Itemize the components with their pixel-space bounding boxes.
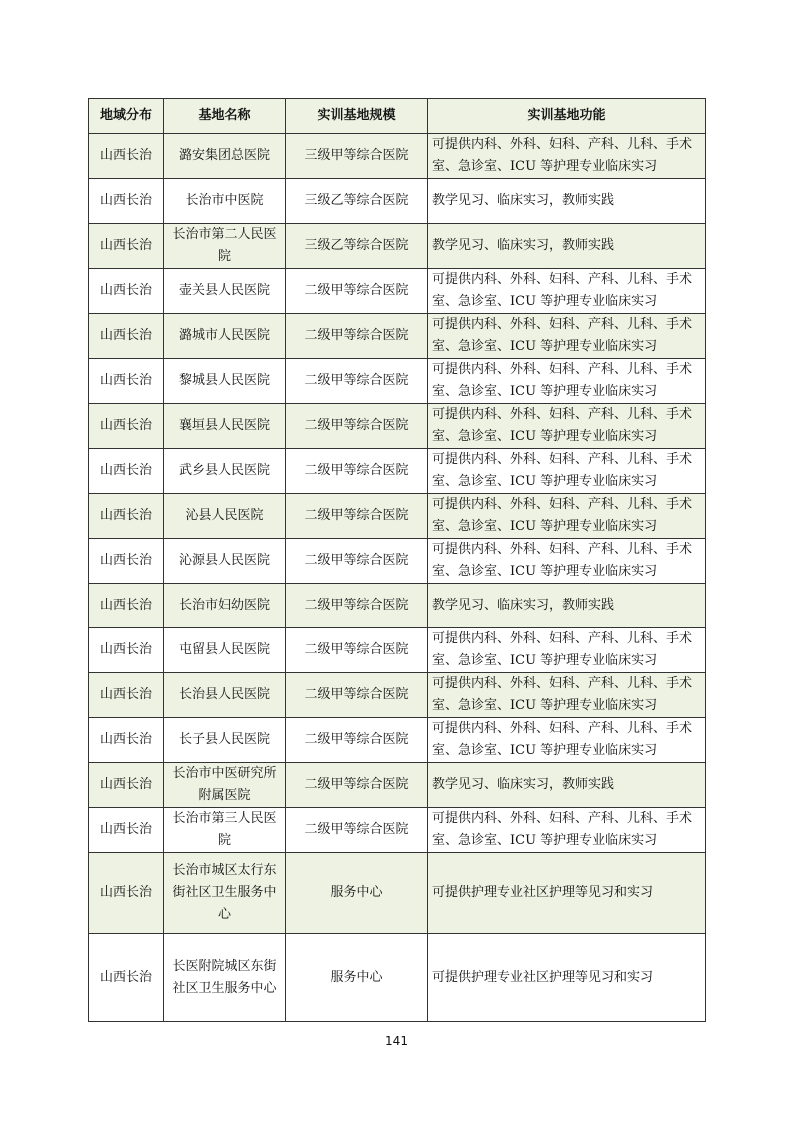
cell-region: 山西长治 (89, 404, 164, 449)
cell-base-scale: 三级甲等综合医院 (286, 134, 428, 179)
page-number: 141 (385, 1034, 408, 1048)
cell-base-function: 教学见习、临床实习，教师实践 (428, 224, 706, 269)
cell-base-function: 可提供内科、外科、妇科、产科、儿科、手术室、急诊室、ICU 等护理专业临床实习 (428, 539, 706, 584)
cell-base-name: 潞安集团总医院 (164, 134, 286, 179)
table-header-row (89, 99, 706, 134)
cell-base-name: 潞城市人民医院 (164, 314, 286, 359)
cell-base-function: 可提供内科、外科、妇科、产科、儿科、手术室、急诊室、ICU 等护理专业临床实习 (428, 673, 706, 718)
cell-region: 山西长治 (89, 134, 164, 179)
header-base-name: 基地名称 (164, 99, 286, 134)
cell-base-function: 可提供护理专业社区护理等见习和实习 (428, 853, 706, 934)
cell-base-name: 长治市妇幼医院 (164, 584, 286, 628)
table-row (89, 404, 706, 449)
table-row (89, 224, 706, 269)
cell-base-scale: 二级甲等综合医院 (286, 718, 428, 763)
table-body (89, 134, 706, 1022)
cell-base-function: 可提供内科、外科、妇科、产科、儿科、手术室、急诊室、ICU 等护理专业临床实习 (428, 269, 706, 314)
cell-region: 山西长治 (89, 539, 164, 584)
cell-region: 山西长治 (89, 314, 164, 359)
cell-base-name: 长治市中医院 (164, 179, 286, 224)
cell-region: 山西长治 (89, 718, 164, 763)
cell-region: 山西长治 (89, 224, 164, 269)
table-row (89, 134, 706, 179)
cell-base-function: 可提供内科、外科、妇科、产科、儿科、手术室、急诊室、ICU 等护理专业临床实习 (428, 359, 706, 404)
header-base-function: 实训基地功能 (428, 99, 706, 134)
cell-base-name: 襄垣县人民医院 (164, 404, 286, 449)
cell-base-function: 可提供内科、外科、妇科、产科、儿科、手术室、急诊室、ICU 等护理专业临床实习 (428, 628, 706, 673)
cell-base-scale: 二级甲等综合医院 (286, 673, 428, 718)
cell-base-function: 可提供内科、外科、妇科、产科、儿科、手术室、急诊室、ICU 等护理专业临床实习 (428, 314, 706, 359)
cell-base-name: 武乡县人民医院 (164, 449, 286, 494)
training-base-table (88, 98, 706, 1022)
table-row (89, 934, 706, 1022)
cell-base-scale: 服务中心 (286, 934, 428, 1022)
table-row (89, 584, 706, 628)
cell-base-scale: 二级甲等综合医院 (286, 808, 428, 853)
cell-base-scale: 二级甲等综合医院 (286, 628, 428, 673)
table-row (89, 359, 706, 404)
header-region: 地域分布 (89, 99, 164, 134)
cell-base-function: 可提供护理专业社区护理等见习和实习 (428, 934, 706, 1022)
cell-base-function: 可提供内科、外科、妇科、产科、儿科、手术室、急诊室、ICU 等护理专业临床实习 (428, 449, 706, 494)
table-row (89, 179, 706, 224)
cell-region: 山西长治 (89, 628, 164, 673)
table-row (89, 853, 706, 934)
table-row (89, 763, 706, 808)
cell-base-name: 长医附院城区东街社区卫生服务中心 (164, 934, 286, 1022)
cell-region: 山西长治 (89, 269, 164, 314)
cell-region: 山西长治 (89, 359, 164, 404)
cell-region: 山西长治 (89, 934, 164, 1022)
cell-region: 山西长治 (89, 763, 164, 808)
cell-region: 山西长治 (89, 494, 164, 539)
cell-base-scale: 二级甲等综合医院 (286, 494, 428, 539)
cell-base-function: 教学见习、临床实习，教师实践 (428, 763, 706, 808)
cell-base-scale: 二级甲等综合医院 (286, 404, 428, 449)
cell-base-name: 沁县人民医院 (164, 494, 286, 539)
cell-base-name: 长治市第二人民医院 (164, 224, 286, 269)
table-row (89, 314, 706, 359)
cell-base-name: 屯留县人民医院 (164, 628, 286, 673)
cell-base-name: 长治县人民医院 (164, 673, 286, 718)
cell-base-function: 教学见习、临床实习，教师实践 (428, 179, 706, 224)
cell-base-function: 可提供内科、外科、妇科、产科、儿科、手术室、急诊室、ICU 等护理专业临床实习 (428, 808, 706, 853)
cell-base-scale: 三级乙等综合医院 (286, 224, 428, 269)
cell-base-scale: 二级甲等综合医院 (286, 269, 428, 314)
cell-region: 山西长治 (89, 853, 164, 934)
cell-base-function: 可提供内科、外科、妇科、产科、儿科、手术室、急诊室、ICU 等护理专业临床实习 (428, 404, 706, 449)
cell-base-name: 长子县人民医院 (164, 718, 286, 763)
table-row (89, 539, 706, 584)
cell-base-function: 可提供内科、外科、妇科、产科、儿科、手术室、急诊室、ICU 等护理专业临床实习 (428, 494, 706, 539)
table-row (89, 628, 706, 673)
cell-base-function: 可提供内科、外科、妇科、产科、儿科、手术室、急诊室、ICU 等护理专业临床实习 (428, 134, 706, 179)
cell-base-name: 黎城县人民医院 (164, 359, 286, 404)
cell-region: 山西长治 (89, 584, 164, 628)
cell-region: 山西长治 (89, 808, 164, 853)
cell-base-name: 壶关县人民医院 (164, 269, 286, 314)
table-row (89, 718, 706, 763)
table-row (89, 494, 706, 539)
table-row (89, 269, 706, 314)
cell-base-scale: 二级甲等综合医院 (286, 449, 428, 494)
cell-base-scale: 三级乙等综合医院 (286, 179, 428, 224)
cell-base-function: 教学见习、临床实习，教师实践 (428, 584, 706, 628)
cell-base-name: 沁源县人民医院 (164, 539, 286, 584)
cell-base-name: 长治市城区太行东街社区卫生服务中心 (164, 853, 286, 934)
table-row (89, 449, 706, 494)
cell-base-scale: 二级甲等综合医院 (286, 763, 428, 808)
cell-region: 山西长治 (89, 449, 164, 494)
header-base-scale: 实训基地规模 (286, 99, 428, 134)
cell-base-scale: 二级甲等综合医院 (286, 584, 428, 628)
cell-region: 山西长治 (89, 673, 164, 718)
table-row (89, 673, 706, 718)
table-row (89, 808, 706, 853)
cell-base-name: 长治市第三人民医院 (164, 808, 286, 853)
cell-base-function: 可提供内科、外科、妇科、产科、儿科、手术室、急诊室、ICU 等护理专业临床实习 (428, 718, 706, 763)
cell-base-scale: 二级甲等综合医院 (286, 314, 428, 359)
cell-base-scale: 二级甲等综合医院 (286, 359, 428, 404)
cell-base-scale: 服务中心 (286, 853, 428, 934)
cell-region: 山西长治 (89, 179, 164, 224)
cell-base-name: 长治市中医研究所附属医院 (164, 763, 286, 808)
cell-base-scale: 二级甲等综合医院 (286, 539, 428, 584)
